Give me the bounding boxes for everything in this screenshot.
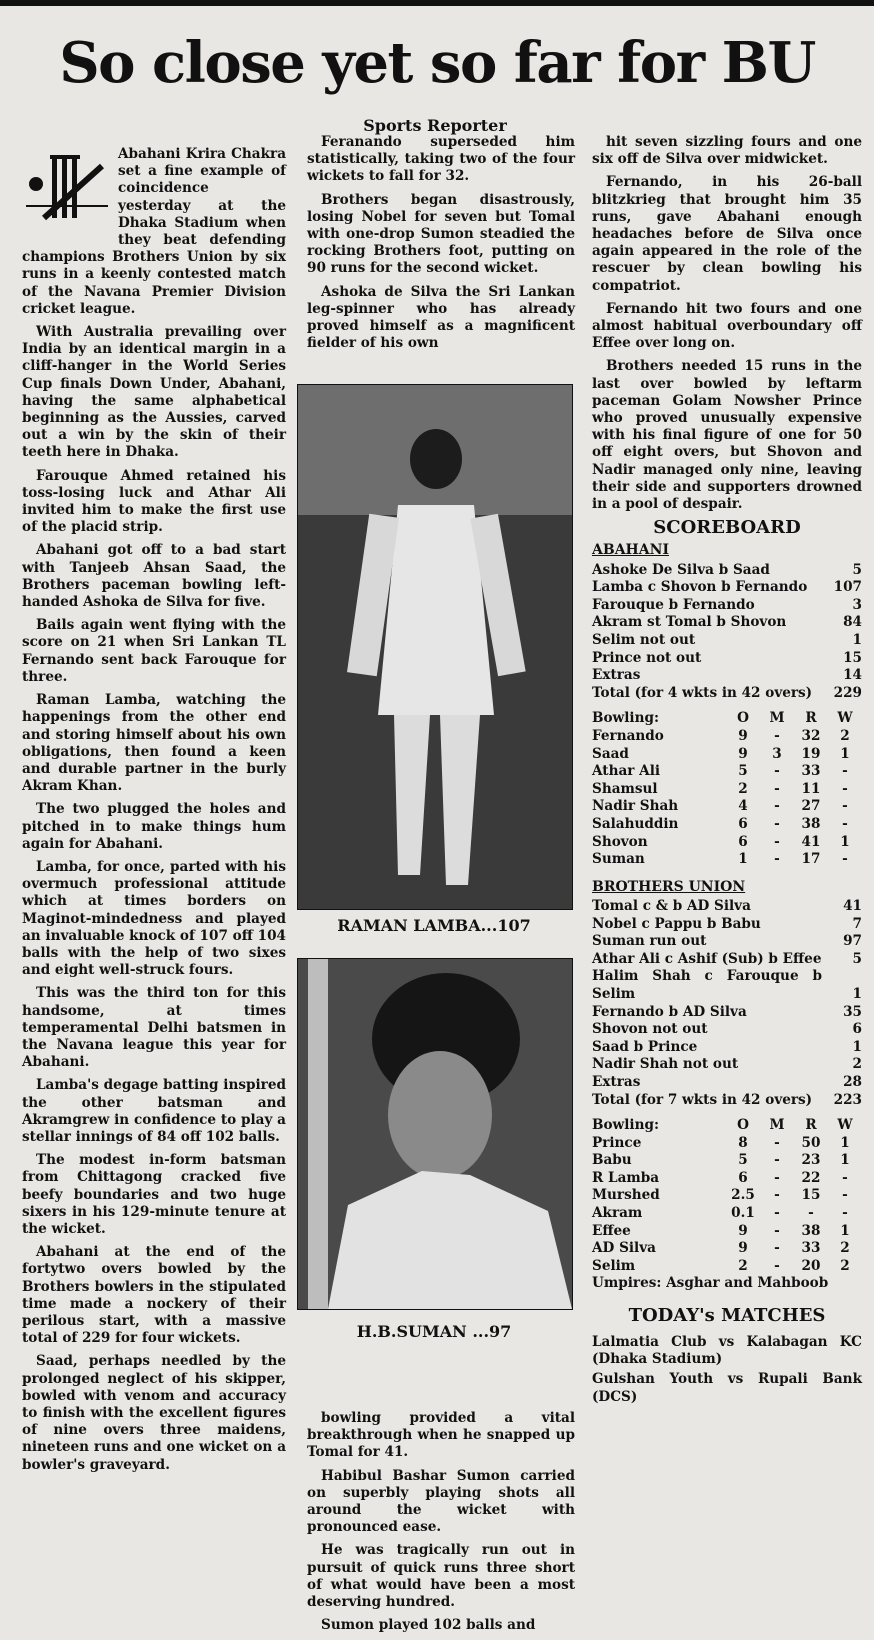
bowling-figure: 1 bbox=[840, 1222, 850, 1239]
bowling-figure: - bbox=[774, 728, 780, 745]
bowler-name: Akram bbox=[592, 1205, 643, 1222]
paragraph: Sumon played 102 balls and bbox=[321, 1617, 536, 1634]
batting-row bbox=[592, 951, 862, 969]
bowling-row bbox=[592, 1135, 862, 1153]
bowling-figure: - bbox=[808, 1205, 814, 1222]
scoreboard-title: SCOREBOARD bbox=[653, 517, 801, 539]
bowler-name: Babu bbox=[592, 1152, 632, 1169]
paragraph: Brothers began disastrously, losing Nobel for seven but Tomal with one-drop Sumon steadied the rocking Brothers foot, putting on 90 runs for the second wicket. bbox=[307, 191, 575, 277]
paragraph: Habibul Bashar Sumon carried on superbly playing shots all around the wicket with pronounced ease. bbox=[307, 1467, 575, 1536]
bowling-figure: 6 bbox=[738, 833, 748, 850]
bowling-figure: - bbox=[774, 1134, 780, 1151]
bowling-figure: 2 bbox=[840, 1257, 850, 1274]
batting-row bbox=[592, 562, 862, 580]
bowling-header-row bbox=[592, 710, 862, 728]
bowling-figure: 38 bbox=[801, 1222, 821, 1239]
bowling-figure: 9 bbox=[738, 728, 748, 745]
batting-row bbox=[592, 632, 862, 650]
bowling-figure: 41 bbox=[801, 833, 821, 850]
bowling-figure: 1 bbox=[840, 1152, 850, 1169]
paragraph: Raman Lamba, watching the happenings from the other end and storing himself about his own obligations, then found a keen and durable partner in the burly Akram Khan. bbox=[22, 692, 286, 795]
batting-entry: Halim Shah c Farouque b Selim bbox=[592, 968, 822, 1002]
cricket-logo-icon bbox=[22, 146, 112, 234]
byline: Sports Reporter bbox=[363, 116, 507, 135]
batting-row bbox=[592, 1092, 862, 1110]
bowling-figure: 2 bbox=[840, 728, 850, 745]
batting-entry: Shovon not out bbox=[592, 1021, 708, 1038]
team-abahani: ABAHANI bbox=[592, 542, 669, 559]
batting-runs: 5 bbox=[852, 950, 862, 967]
bowling-row bbox=[592, 781, 862, 799]
bowling-figure: R bbox=[805, 1117, 817, 1134]
batting-row bbox=[592, 1039, 862, 1057]
bowling-figure: - bbox=[842, 1169, 848, 1186]
bowling-figure: 38 bbox=[801, 815, 821, 832]
bowling-figure: 50 bbox=[801, 1134, 821, 1151]
bowling-figure: 1 bbox=[738, 851, 748, 868]
batting-entry: Fernando b AD Silva bbox=[592, 1003, 747, 1020]
paragraph: Lamba, for once, parted with his overmuch professional attitude which at times borders on Maginot-mindedness and played an invaluable knock of 107 off 104 balls with the help of two sixes and eight well-struck fours. bbox=[22, 858, 286, 979]
batting-row bbox=[592, 968, 862, 1003]
bowling-figure: 23 bbox=[801, 1152, 821, 1169]
article-column-2-continued bbox=[307, 1410, 575, 1640]
bowling-figure: 3 bbox=[772, 745, 782, 762]
bowling-row bbox=[592, 834, 862, 852]
batting-row bbox=[592, 614, 862, 632]
batting-runs: 84 bbox=[843, 614, 862, 631]
article-column-1 bbox=[22, 146, 286, 1480]
paragraph: With Australia prevailing over India by an identical margin in a cliff-hanger in the World Series Cup finals Down Under, Abahani, having the same alphabetical beginning as the Aussies, carved out a win by the skin of their teeth here in Dhaka. bbox=[22, 324, 286, 461]
bowling-figure: - bbox=[774, 1169, 780, 1186]
batting-runs: 41 bbox=[843, 897, 862, 914]
batting-entry: Farouque b Fernando bbox=[592, 596, 755, 613]
bowling-row bbox=[592, 816, 862, 834]
bowling-figure: 19 bbox=[801, 745, 821, 762]
batting-row bbox=[592, 650, 862, 668]
batting-runs: 5 bbox=[852, 561, 862, 578]
paragraph: Feranando superseded him statistically, taking two of the four wickets to fall for 32. bbox=[307, 134, 575, 185]
bowler-name: Shamsul bbox=[592, 780, 658, 797]
bowling-figure: - bbox=[842, 851, 848, 868]
bowling-row bbox=[592, 1205, 862, 1223]
bowling-figure: - bbox=[774, 763, 780, 780]
batting-runs: 14 bbox=[843, 667, 862, 684]
batting-row bbox=[592, 933, 862, 951]
bowling-figure: - bbox=[774, 1257, 780, 1274]
paragraph: Abahani got off to a bad start with Tanjeeb Ahsan Saad, the Brothers paceman bowling left-handed Ashoka de Silva for five. bbox=[22, 542, 286, 611]
paragraph: Lamba's degage batting inspired the other batsman and Akramgrew in confidence to play a stellar innings of 84 off 102 balls. bbox=[22, 1077, 286, 1145]
bowling-figure: 6 bbox=[738, 815, 748, 832]
bowling-figure: - bbox=[774, 815, 780, 832]
batting-entry: Tomal c & b AD Silva bbox=[592, 897, 751, 914]
bowling-figure: 15 bbox=[801, 1187, 821, 1204]
abahani-batting-table bbox=[592, 562, 862, 703]
bowling-figure: R bbox=[805, 710, 817, 727]
paragraph: Abahani at the end of the fortytwo overs bowled by the Brothers bowlers in the stipulated time made a nockery of their perilous start, with a massive total of 229 for four wickets. bbox=[22, 1244, 286, 1347]
batting-row bbox=[592, 1021, 862, 1039]
brothers-bowling-table bbox=[592, 1117, 862, 1275]
batting-entry: Athar Ali c Ashif (Sub) b Effee bbox=[592, 950, 822, 967]
batting-entry: Nobel c Pappu b Babu bbox=[592, 915, 761, 932]
bowling-figure: M bbox=[769, 1117, 785, 1134]
paragraph: Bails again went flying with the score on 21 when Sri Lankan TL Fernando sent back Farouque for three. bbox=[22, 617, 286, 685]
batting-runs: 229 bbox=[833, 684, 862, 701]
batting-entry: Selim not out bbox=[592, 632, 696, 649]
bowling-figure: 9 bbox=[738, 1240, 748, 1257]
bowling-figure: 33 bbox=[801, 1240, 821, 1257]
bowling-figure: - bbox=[774, 1222, 780, 1239]
headline: So close yet so far for BU bbox=[59, 30, 815, 96]
bowling-figure: - bbox=[774, 798, 780, 815]
batting-runs: 97 bbox=[843, 933, 862, 950]
batting-entry: Extras bbox=[592, 1073, 641, 1090]
bowling-figure: 8 bbox=[738, 1134, 748, 1151]
brothers-batting-table bbox=[592, 898, 862, 1109]
batting-runs: 6 bbox=[852, 1021, 862, 1038]
bowling-figure: 9 bbox=[738, 745, 748, 762]
batting-row bbox=[592, 916, 862, 934]
batting-runs: 223 bbox=[833, 1091, 862, 1108]
paragraph: Brothers needed 15 runs in the last over bowled by leftarm paceman Golam Nowsher Prince who proved unusually expensive with his final figure of one for 50 off eight overs, but Shovon and Nadir managed only nine, leaving their side and supporters drowned in a pool of despair. bbox=[592, 358, 862, 513]
batting-entry: Ashoke De Silva b Saad bbox=[592, 561, 770, 578]
bowling-figure: 2 bbox=[738, 1257, 748, 1274]
paragraph: Abahani Krira Chakra set a fine example of coincidence yesterday at the Dhaka Stadium when they beat defending champions Brothers Union by six runs in a keenly contested match of the Navana Premier Division cricket league. bbox=[22, 146, 286, 317]
bowling-figure: W bbox=[837, 710, 853, 727]
paragraph: The two plugged the holes and pitched in to make things hum again for Abahani. bbox=[22, 801, 286, 852]
bowling-figure: - bbox=[842, 763, 848, 780]
bowling-row bbox=[592, 851, 862, 869]
bowling-figure: 22 bbox=[801, 1169, 821, 1186]
batting-entry: Suman run out bbox=[592, 933, 707, 950]
batting-entry: Prince not out bbox=[592, 649, 702, 666]
bowling-figure: - bbox=[842, 798, 848, 815]
bowling-figure: - bbox=[774, 1240, 780, 1257]
bowling-row bbox=[592, 1187, 862, 1205]
bowling-figure: 2 bbox=[840, 1240, 850, 1257]
bowling-figure: - bbox=[842, 1187, 848, 1204]
batting-entry: Nadir Shah not out bbox=[592, 1056, 739, 1073]
batting-runs: 1 bbox=[852, 985, 862, 1002]
batting-runs: 1 bbox=[852, 1038, 862, 1055]
bowling-figure: W bbox=[837, 1117, 853, 1134]
bowling-figure: 5 bbox=[738, 763, 748, 780]
bowler-name: Saad bbox=[592, 745, 629, 762]
batting-runs: 2 bbox=[852, 1056, 862, 1073]
batting-runs: 107 bbox=[833, 579, 862, 596]
bowling-header-row bbox=[592, 1117, 862, 1135]
bowling-row bbox=[592, 1152, 862, 1170]
caption-suman: H.B.SUMAN ...97 bbox=[356, 1322, 512, 1341]
bowling-figure: 2 bbox=[738, 780, 748, 797]
bowler-name: Effee bbox=[592, 1222, 631, 1239]
bowling-figure: 6 bbox=[738, 1169, 748, 1186]
bowling-row bbox=[592, 728, 862, 746]
bowling-figure: M bbox=[769, 710, 785, 727]
bowler-name: Suman bbox=[592, 851, 645, 868]
batting-row bbox=[592, 685, 862, 703]
photo-raman-lamba bbox=[297, 384, 573, 910]
paragraph: This was the third ton for this handsome, at times temperamental Delhi batsmen in the Navana league this year for Abahani. bbox=[22, 985, 286, 1071]
bowling-row bbox=[592, 763, 862, 781]
bowling-figure: - bbox=[774, 1205, 780, 1222]
batting-runs: 35 bbox=[843, 1003, 862, 1020]
bowling-figure: 1 bbox=[840, 1134, 850, 1151]
batting-row bbox=[592, 667, 862, 685]
bowler-name: Bowling: bbox=[592, 1117, 659, 1134]
article-column-2 bbox=[307, 134, 575, 358]
batting-row bbox=[592, 579, 862, 597]
bowling-row bbox=[592, 1258, 862, 1276]
paragraph: bowling provided a vital breakthrough when he snapped up Tomal for 41. bbox=[307, 1410, 575, 1461]
bowler-name: Prince bbox=[592, 1134, 642, 1151]
bowler-name: Nadir Shah bbox=[592, 798, 679, 815]
paragraph: Farouque Ahmed retained his toss-losing luck and Athar Ali invited him to make the first use of the placid strip. bbox=[22, 467, 286, 536]
bowling-figure: - bbox=[774, 851, 780, 868]
paragraph: hit seven sizzling fours and one six off de Silva over midwicket. bbox=[592, 134, 862, 168]
bowler-name: AD Silva bbox=[592, 1240, 656, 1257]
bowling-figure: - bbox=[842, 815, 848, 832]
bowler-name: Salahuddin bbox=[592, 815, 679, 832]
bowling-figure: O bbox=[737, 1117, 749, 1134]
bowling-figure: - bbox=[842, 1205, 848, 1222]
paragraph: He was tragically run out in pursuit of quick runs three short of what would have been a most deserving hundred. bbox=[307, 1542, 575, 1611]
batting-row bbox=[592, 1056, 862, 1074]
bowling-figure: 32 bbox=[801, 728, 821, 745]
batting-entry: Lamba c Shovon b Fernando bbox=[592, 579, 808, 596]
bowler-name: Murshed bbox=[592, 1187, 660, 1204]
article-column-3 bbox=[592, 134, 862, 1408]
batting-entry: Total (for 7 wkts in 42 overs) bbox=[592, 1091, 813, 1108]
abahani-bowling-table bbox=[592, 710, 862, 868]
batting-entry: Extras bbox=[592, 667, 641, 684]
bowling-figure: - bbox=[774, 1152, 780, 1169]
batting-row bbox=[592, 597, 862, 615]
todays-matches-title: TODAY's MATCHES bbox=[628, 1304, 826, 1326]
bowling-figure: 1 bbox=[840, 833, 850, 850]
bowling-row bbox=[592, 746, 862, 764]
bowling-figure: - bbox=[774, 833, 780, 850]
batting-runs: 7 bbox=[852, 915, 862, 932]
paragraph: Ashoka de Silva the Sri Lankan leg-spinner who has already proved himself as a magnificent fielder of his own bbox=[307, 283, 575, 352]
bowler-name: Athar Ali bbox=[592, 763, 661, 780]
bowling-figure: 33 bbox=[801, 763, 821, 780]
caption-lamba: RAMAN LAMBA...107 bbox=[337, 916, 531, 935]
bowling-figure: 4 bbox=[738, 798, 748, 815]
top-rule bbox=[0, 0, 874, 6]
match-item: Lalmatia Club vs Kalabagan KC (Dhaka Stadium) bbox=[592, 1333, 862, 1368]
batting-runs: 1 bbox=[852, 632, 862, 649]
bowling-figure: 27 bbox=[801, 798, 821, 815]
bowling-row bbox=[592, 1223, 862, 1241]
bowling-figure: - bbox=[842, 780, 848, 797]
paragraph: Fernando hit two fours and one almost habitual overboundary off Effee over long on. bbox=[592, 300, 862, 352]
bowling-row bbox=[592, 798, 862, 816]
bowler-name: Bowling: bbox=[592, 710, 659, 727]
umpires: Umpires: Asghar and Mahboob bbox=[592, 1275, 829, 1292]
bowling-figure: - bbox=[774, 780, 780, 797]
batting-row bbox=[592, 1004, 862, 1022]
bowling-row bbox=[592, 1240, 862, 1258]
paragraph: Fernando, in his 26-ball blitzkrieg that brought him 35 runs, gave Abahani enough headaches before de Silva once again appeared in the role of the rescuer by clean bowling his compatriot. bbox=[592, 174, 862, 294]
bowling-figure: 9 bbox=[738, 1222, 748, 1239]
batting-row bbox=[592, 1074, 862, 1092]
photo-hb-suman bbox=[297, 958, 573, 1310]
bowling-figure: 5 bbox=[738, 1152, 748, 1169]
batting-entry: Akram st Tomal b Shovon bbox=[592, 614, 787, 631]
match-item: Gulshan Youth vs Rupali Bank (DCS) bbox=[592, 1371, 862, 1405]
batting-runs: 28 bbox=[843, 1073, 862, 1090]
batting-entry: Saad b Prince bbox=[592, 1038, 698, 1055]
bowler-name: R Lamba bbox=[592, 1169, 660, 1186]
bowling-figure: 0.1 bbox=[731, 1205, 755, 1222]
batting-runs: 15 bbox=[843, 649, 862, 666]
team-brothers-union: BROTHERS UNION bbox=[592, 878, 746, 895]
bowling-figure: 20 bbox=[801, 1257, 821, 1274]
bowling-figure: - bbox=[774, 1187, 780, 1204]
bowler-name: Selim bbox=[592, 1257, 636, 1274]
bowling-row bbox=[592, 1170, 862, 1188]
batting-entry: Total (for 4 wkts in 42 overs) bbox=[592, 684, 813, 701]
bowler-name: Fernando bbox=[592, 728, 664, 745]
bowler-name: Shovon bbox=[592, 833, 648, 850]
paragraph: The modest in-form batsman from Chittagong cracked five beefy boundaries and two huge sixers in his 129-minute tenure at the wicket. bbox=[22, 1152, 286, 1237]
paragraph: Saad, perhaps needled by the prolonged neglect of his skipper, bowled with venom and accuracy to finish with the excellent figures of nine overs three maidens, nineteen runs and one wicket on a bowler's graveyard. bbox=[22, 1353, 286, 1473]
bowling-figure: 11 bbox=[801, 780, 821, 797]
bowling-figure: O bbox=[737, 710, 749, 727]
bowling-figure: 2.5 bbox=[731, 1187, 755, 1204]
bowling-figure: 17 bbox=[801, 851, 821, 868]
bowling-figure: 1 bbox=[840, 745, 850, 762]
batting-runs: 3 bbox=[852, 596, 862, 613]
batting-row bbox=[592, 898, 862, 916]
